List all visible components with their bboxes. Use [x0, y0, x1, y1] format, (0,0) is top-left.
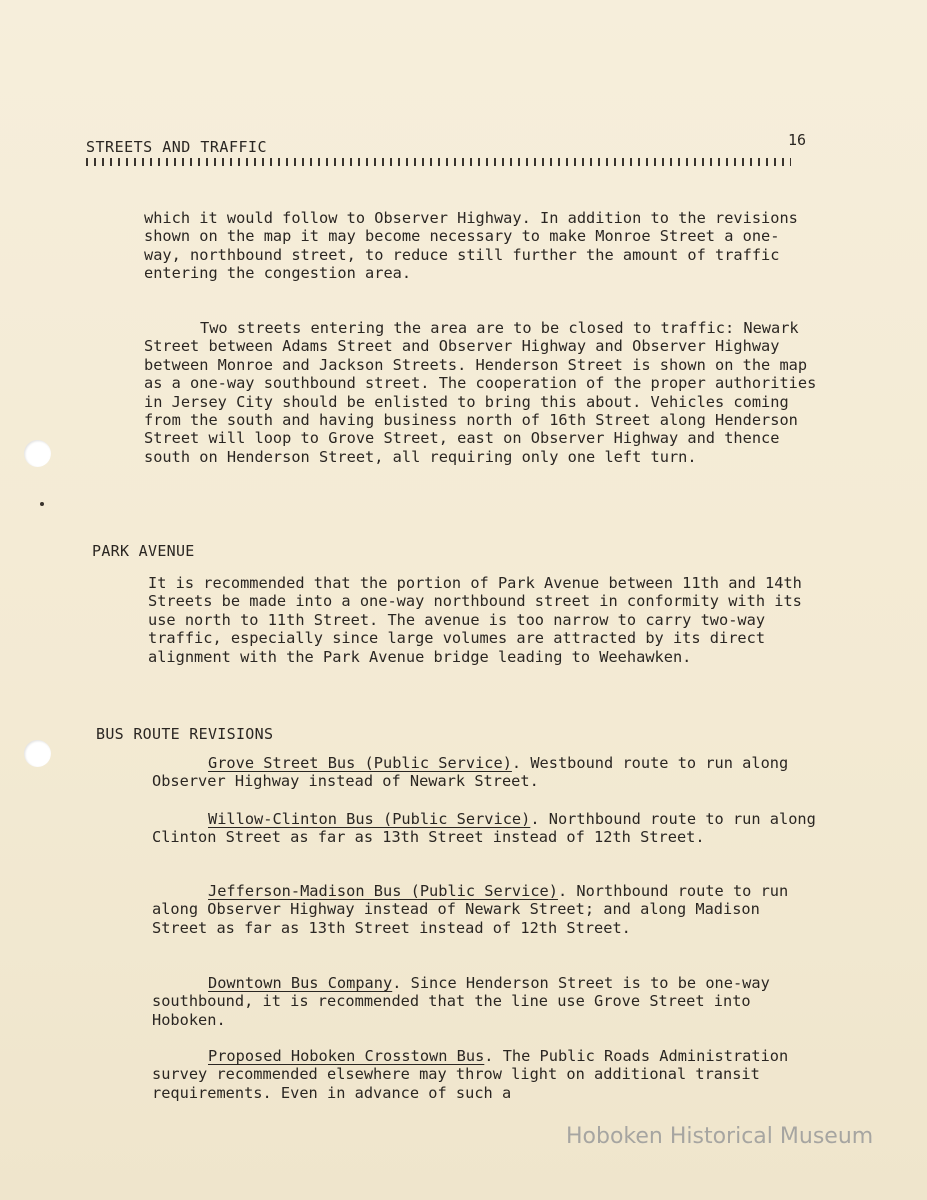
intro-paragraph-text: Two streets entering the area are to be closed to traffic: Newark Street between Adams Street and Observer Highway and Observer Highway between Monroe and Jackson Streets. Henderson Street is shown on the map as a one-way southbound street. The cooperation of the proper authorities in Jersey City should be enlisted to bring this about. Vehicles coming from the south and having business north of 16th Street along Henderson Street will loop to Grove Street, east on Observer Highway and thence south on Henderson Street, all requiring only one left turn.	[144, 319, 817, 466]
bus-item-title: Grove Street Bus (Public Service)	[208, 754, 512, 772]
bus-item-text: Since Henderson Street is to be one-way southbound, it is recommended that the line use Grove Street into Hoboken.	[152, 974, 770, 1029]
bus-item-period: .	[484, 1047, 503, 1065]
bus-item-paragraph	[152, 974, 816, 1029]
bus-item-text: The Public Roads Administration survey recommended elsewhere may throw light on additional transit requirements. Even in advance of such a	[152, 1047, 789, 1102]
bus-item-paragraph	[152, 882, 816, 937]
bus-item-period: .	[530, 810, 549, 828]
bus-route-heading: BUS ROUTE REVISIONS	[96, 725, 274, 743]
bus-item-title: Downtown Bus Company	[208, 974, 393, 992]
header-title: STREETS AND TRAFFIC	[86, 138, 268, 156]
bus-item-jefferson-madison	[152, 882, 816, 937]
park-avenue-heading: PARK AVENUE	[92, 542, 195, 560]
park-avenue-text: It is recommended that the portion of Park Avenue between 11th and 14th Streets be made into a one-way northbound street in conformity with its use north to 11th Street. The avenue is too narrow to carry two-way traffic, especially since large volumes are attracted by its direct alignment with the Park Avenue bridge leading to Weehawken.	[148, 574, 802, 666]
bus-item-title: Proposed Hoboken Crosstown Bus	[208, 1047, 485, 1065]
park-avenue-paragraph	[148, 574, 816, 666]
binder-hole-bottom	[24, 740, 51, 767]
bus-item-period: .	[511, 754, 531, 772]
page-number: 16	[787, 131, 806, 149]
intro-continuation	[144, 209, 804, 283]
bus-item-title: Willow-Clinton Bus (Public Service)	[208, 810, 531, 828]
bus-item-text: Northbound route to run along Observer Highway instead of Newark Street; and along Madison Street as far as 13th Street instead of 12th Street.	[152, 882, 789, 937]
bus-item-title: Jefferson-Madison Bus (Public Service)	[208, 882, 558, 900]
binder-hole-top	[24, 440, 51, 467]
bus-item-text: Westbound route to run along Observer Highway instead of Newark Street.	[152, 754, 789, 791]
header-rule	[86, 158, 791, 166]
bus-item-text: Northbound route to run along Clinton Street as far as 13th Street instead of 12th Street.	[152, 810, 816, 847]
bus-item-downtown	[152, 974, 816, 1029]
bus-item-period: .	[557, 882, 577, 900]
museum-watermark: Hoboken Historical Museum	[566, 1124, 874, 1149]
bus-item-grove	[152, 754, 816, 791]
ink-speck	[40, 502, 44, 506]
intro-paragraph	[144, 319, 822, 466]
bus-item-period: .	[392, 974, 411, 992]
intro-continuation-text: which it would follow to Observer Highway. In addition to the revisions shown on the map it may become necessary to make Monroe Street a one-way, northbound street, to reduce still further the amount of traffic entering the congestion area.	[144, 209, 798, 283]
bus-item-paragraph	[152, 810, 816, 847]
bus-item-willow-clinton	[152, 810, 816, 847]
bus-item-crosstown	[152, 1047, 816, 1102]
bus-item-paragraph	[152, 1047, 816, 1102]
bus-item-paragraph	[152, 754, 816, 791]
